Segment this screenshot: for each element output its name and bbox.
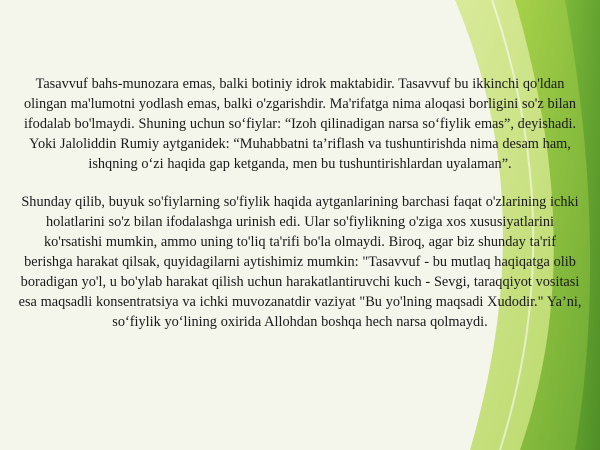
slide-body — [18, 74, 582, 332]
paragraph-1: Tasavvuf bahs-munozara emas, balki botiniy idrok maktabidir. Tasavvuf bu ikkinchi qo'ldan olingan ma'lumotni yodlash emas, balki o'zgarishdir. Ma'rifatga nima aloqasi borligini so'z bilan ifodalab bo'lmaydi. Shuning uchun so‘fiylar: “Izoh qilinadigan narsa so‘fiylik emas”, deyishadi. Yoki Jaloliddin Rumiy aytganidek: “Muhabbatni ta’riflash va tushuntirishda nima desam ham, ishqning o‘zi haqida gap ketganda, men bu tushuntirishlardan uyalaman”. — [23, 76, 577, 172]
paragraph-2: Shunday qilib, buyuk so'fiylarning so'fiylik haqida aytganlarining barchasi faqat o'zlarining ichki holatlarini so'z bilan ifodalashga urinish edi. Ular so'fiylikning o'ziga xos xususiyatlarini ko'rsatishi mumkin, ammo uning to'liq ta'rifi bo'la olmaydi. Biroq, agar biz shunday ta'rif berishga harakat qilsak, quyidagilarni aytishimiz mumkin: "Tasavvuf - bu mutlaq haqiqatga olib boradigan yo'l, u bo'ylab harakat qilish uchun harakatlantiruvchi kuch - Sevgi, taraqqiyot vositasi esa maqsadli konsentratsiya va ichki muvozanatdir vaziyat "Bu yo'lning maqsadi Xudodir." Ya’ni, so‘fiylik yo‘lining oxirida Allohdan boshqa hech narsa qolmaydi. — [18, 194, 582, 330]
